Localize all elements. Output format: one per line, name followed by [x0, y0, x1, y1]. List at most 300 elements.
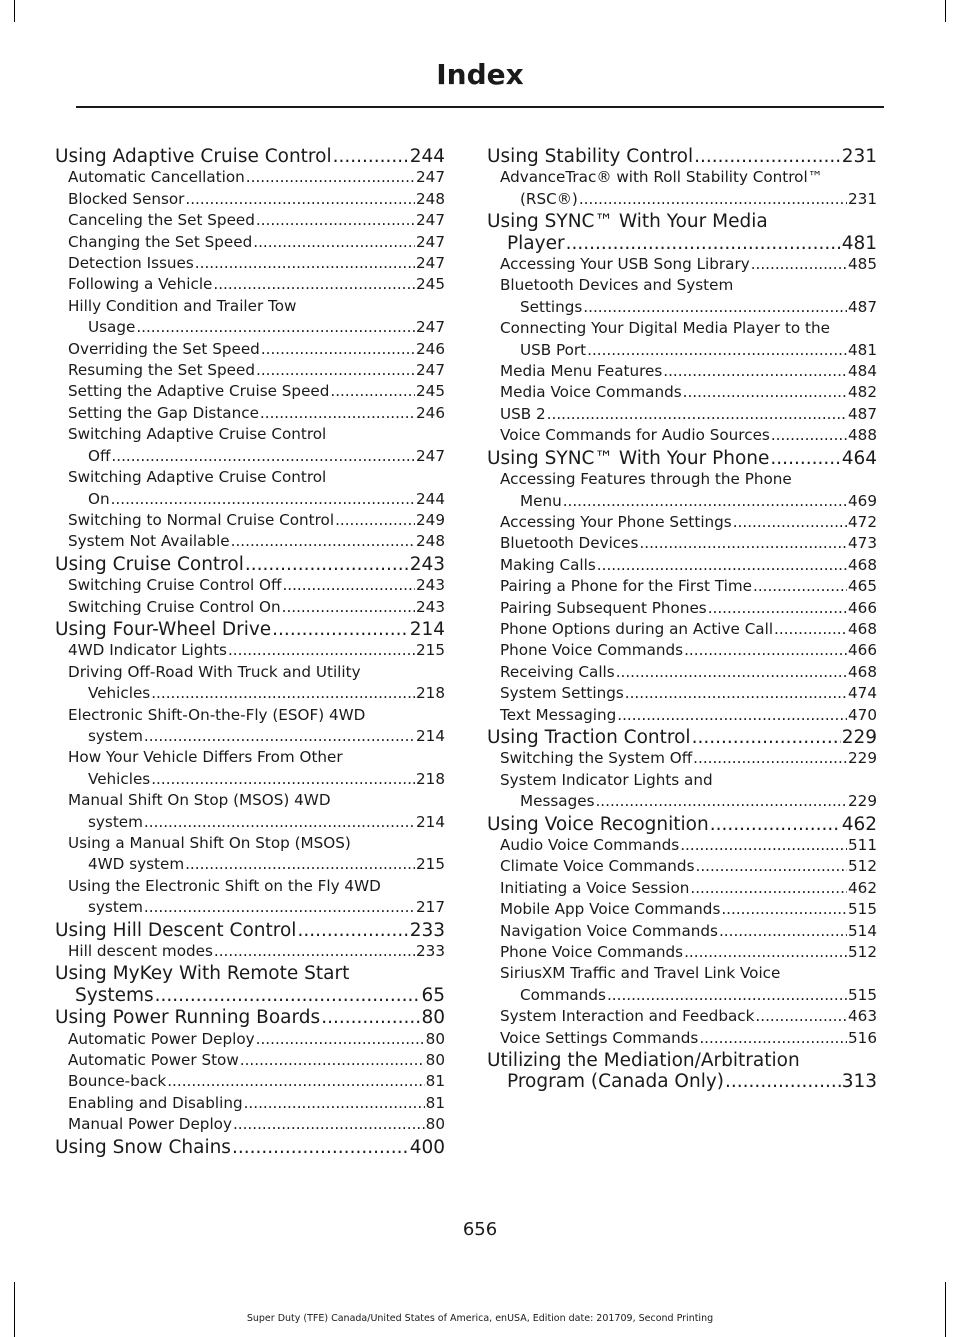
page-reference: 243 — [409, 553, 445, 575]
dot-leader — [282, 575, 415, 596]
entry-text: Setting the Gap Distance — [68, 403, 259, 422]
index-subentry — [487, 1006, 877, 1027]
entry-text: System Not Available — [68, 532, 230, 551]
dot-leader — [144, 897, 415, 918]
page-reference: 243 — [416, 576, 445, 595]
index-subentry — [487, 469, 877, 512]
entry-text: Mobile App Voice Commands — [500, 900, 721, 919]
entry-line — [55, 1137, 445, 1158]
entry-text: How Your Vehicle Differs From Other — [68, 748, 343, 767]
dot-leader — [195, 253, 415, 274]
index-subentry — [55, 424, 445, 467]
entry-line — [68, 1050, 445, 1071]
index-entry — [487, 211, 877, 254]
entry-text: Following a Vehicle — [68, 275, 213, 294]
entry-text: Using the Electronic Shift on the Fly 4WD — [68, 876, 381, 895]
dot-leader — [244, 1093, 425, 1114]
entry-text: Voice Commands for Audio Sources — [500, 426, 770, 445]
index-subentry — [487, 963, 877, 1006]
page-reference: 80 — [425, 1051, 445, 1070]
entry-line — [68, 640, 445, 661]
page-reference: 313 — [841, 1071, 877, 1093]
entry-line — [500, 856, 877, 877]
entry-text: Accessing Features through the Phone — [500, 470, 792, 489]
entry-text: Using SYNC™ With Your Media — [487, 211, 768, 233]
entry-line — [500, 491, 877, 512]
entry-text: Overriding the Set Speed — [68, 339, 260, 358]
page-reference: 245 — [416, 275, 445, 294]
entry-text: Detection Issues — [68, 254, 194, 273]
dot-leader — [683, 382, 847, 403]
entry-text: Hill descent modes — [68, 942, 213, 961]
entry-line — [487, 448, 877, 469]
entry-line — [487, 814, 877, 835]
page-reference: 246 — [416, 403, 445, 422]
entry-line — [500, 576, 877, 597]
entry-text: Messages — [520, 792, 595, 811]
dot-leader — [684, 640, 847, 661]
page-reference: 218 — [416, 684, 445, 703]
index-subentry — [55, 747, 445, 790]
index-column-left — [55, 145, 445, 1158]
index-subentry — [487, 404, 877, 425]
entry-text: Navigation Voice Commands — [500, 921, 718, 940]
index-subentry — [55, 1029, 445, 1050]
page-reference: 462 — [848, 878, 877, 897]
page-reference: 218 — [416, 769, 445, 788]
entry-text: Switching Adaptive Cruise Control — [68, 425, 327, 444]
entry-line — [500, 361, 877, 382]
index-subentry — [55, 705, 445, 748]
entry-line — [68, 1071, 445, 1092]
entry-line — [68, 726, 445, 747]
dot-leader — [680, 835, 847, 856]
entry-line — [487, 727, 877, 748]
dot-leader — [144, 726, 415, 747]
dot-leader — [547, 404, 847, 425]
dot-leader — [699, 1028, 847, 1049]
entry-text: Systems — [75, 984, 154, 1006]
entry-text: Driving Off-Road With Truck and Utility — [68, 662, 361, 681]
dot-leader — [566, 233, 841, 254]
entry-text: Off — [88, 446, 111, 465]
dot-leader — [228, 640, 415, 661]
entry-text: Settings — [520, 297, 583, 316]
entry-text: Resuming the Set Speed — [68, 361, 255, 380]
entry-line — [500, 254, 877, 275]
index-subentry — [55, 360, 445, 381]
entry-line — [500, 640, 877, 661]
index-subentry — [55, 510, 445, 531]
entry-text: Voice Settings Commands — [500, 1028, 699, 1047]
entry-text: Switching the System Off — [500, 749, 693, 768]
dot-leader — [616, 662, 847, 683]
index-subentry — [487, 425, 877, 446]
page-reference: 244 — [416, 489, 445, 508]
entry-text: On — [88, 489, 110, 508]
dot-leader — [595, 791, 847, 812]
entry-text: Using SYNC™ With Your Phone — [487, 447, 770, 469]
entry-line — [68, 1029, 445, 1050]
page-reference: 462 — [841, 813, 877, 835]
page-reference: 244 — [409, 146, 445, 167]
entry-text: SiriusXM Traffic and Travel Link Voice — [500, 964, 781, 983]
page-number: 656 — [462, 1219, 498, 1240]
page-reference: 80 — [425, 1115, 445, 1134]
entry-text: Using Traction Control — [487, 726, 691, 748]
dot-leader — [321, 1007, 420, 1028]
entry-line — [500, 598, 877, 619]
page-reference: 249 — [416, 510, 445, 529]
dot-leader — [297, 920, 408, 941]
index-subentry — [487, 167, 877, 210]
entry-text: Using Power Running Boards — [55, 1007, 321, 1029]
index-subentry — [55, 167, 445, 188]
entry-text: Initiating a Voice Session — [500, 878, 690, 897]
entry-text: Automatic Power Stow — [68, 1051, 239, 1070]
entry-line — [68, 339, 445, 360]
page-reference: 485 — [848, 255, 877, 274]
index-subentry — [487, 835, 877, 856]
dot-leader — [136, 317, 415, 338]
page-reference: 487 — [848, 297, 877, 316]
dot-leader — [272, 619, 409, 640]
entry-text: Manual Power Deploy — [68, 1115, 232, 1134]
index-subentry — [55, 467, 445, 510]
dot-leader — [231, 531, 415, 552]
page-title: Index — [436, 58, 524, 91]
entry-line — [500, 835, 877, 856]
entry-text: Using Snow Chains — [55, 1136, 231, 1158]
index-subentry — [55, 253, 445, 274]
dot-leader — [696, 856, 848, 877]
page-reference: 484 — [848, 362, 877, 381]
index-subentry — [55, 189, 445, 210]
page-reference: 229 — [848, 749, 877, 768]
dot-leader — [111, 489, 415, 510]
entry-text: AdvanceTrac® with Roll Stability Control™ — [500, 168, 823, 187]
entry-text: Bluetooth Devices and System — [500, 276, 734, 295]
entry-line — [500, 425, 877, 446]
index-subentry — [55, 339, 445, 360]
entry-line — [500, 189, 877, 210]
index-subentry — [55, 1071, 445, 1092]
page-reference: 466 — [848, 641, 877, 660]
dot-leader — [587, 340, 847, 361]
index-subentry — [55, 381, 445, 402]
entry-text: USB Port — [520, 340, 587, 359]
entry-line — [68, 167, 445, 188]
index-subentry — [55, 941, 445, 962]
index-subentry — [487, 748, 877, 769]
page-reference: 231 — [841, 146, 877, 167]
dot-leader — [692, 727, 841, 748]
entry-line — [500, 533, 877, 554]
dot-leader — [185, 854, 415, 875]
index-entry — [55, 963, 445, 1006]
page-reference: 468 — [848, 662, 877, 681]
entry-line — [500, 683, 877, 704]
dot-leader — [607, 985, 847, 1006]
page-reference: 473 — [848, 534, 877, 553]
index-subentry — [487, 382, 877, 403]
index-entry — [487, 727, 877, 748]
entry-text: Phone Voice Commands — [500, 943, 684, 962]
dot-leader — [694, 146, 841, 167]
page-reference: 512 — [848, 943, 877, 962]
dot-leader — [719, 921, 847, 942]
entry-text: USB 2 — [500, 404, 546, 423]
entry-line — [68, 446, 445, 467]
dot-leader — [167, 1071, 424, 1092]
index-entry — [55, 146, 445, 167]
entry-text: Player — [507, 232, 565, 254]
dot-leader — [725, 1071, 841, 1092]
page-reference: 481 — [848, 340, 877, 359]
entry-line — [500, 619, 877, 640]
entry-text: Using Cruise Control — [55, 553, 244, 575]
entry-text: Switching Cruise Control Off — [68, 576, 282, 595]
entry-line — [68, 489, 445, 510]
entry-text: Usage — [88, 318, 136, 337]
entry-text: Media Voice Commands — [500, 383, 682, 402]
entry-line — [68, 403, 445, 424]
entry-text: system — [88, 726, 143, 745]
index-entry — [487, 146, 877, 167]
page-reference: 466 — [848, 598, 877, 617]
entry-line — [487, 1071, 877, 1092]
entry-text: Bluetooth Devices — [500, 534, 639, 553]
index-subentry — [487, 662, 877, 683]
page-reference: 247 — [416, 232, 445, 251]
entry-line — [55, 985, 445, 1006]
entry-text: Automatic Power Deploy — [68, 1029, 255, 1048]
entry-line — [68, 769, 445, 790]
entry-text: Using Four-Wheel Drive — [55, 618, 272, 640]
page-reference: 248 — [416, 532, 445, 551]
entry-line — [500, 942, 877, 963]
entry-text: Vehicles — [88, 769, 151, 788]
entry-text: 4WD system — [88, 855, 185, 874]
index-subentry — [487, 598, 877, 619]
index-entry — [55, 920, 445, 941]
entry-line — [55, 920, 445, 941]
page-reference: 470 — [848, 705, 877, 724]
dot-leader — [684, 942, 847, 963]
page-reference: 515 — [848, 985, 877, 1004]
entry-text: Text Messaging — [500, 705, 617, 724]
page-reference: 214 — [409, 618, 445, 640]
entry-line — [68, 381, 445, 402]
dot-leader — [214, 941, 415, 962]
entry-line — [500, 985, 877, 1006]
dot-leader — [770, 448, 840, 469]
page-reference: 233 — [416, 942, 445, 961]
entry-text: Using Stability Control — [487, 146, 694, 167]
dot-leader — [213, 274, 415, 295]
index-subentry — [55, 790, 445, 833]
entry-line — [500, 705, 877, 726]
index-subentry — [55, 1093, 445, 1114]
page-reference: 515 — [848, 900, 877, 919]
entry-line — [68, 1093, 445, 1114]
entry-line — [500, 555, 877, 576]
dot-leader — [256, 1029, 425, 1050]
entry-text: System Settings — [500, 684, 624, 703]
index-column-right — [487, 145, 877, 1093]
page-reference: 80 — [421, 1007, 445, 1029]
entry-text: Automatic Cancellation — [68, 168, 245, 187]
dot-leader — [232, 1137, 409, 1158]
page-reference: 229 — [848, 792, 877, 811]
page-reference: 248 — [416, 189, 445, 208]
page-reference: 465 — [848, 577, 877, 596]
entry-text: Switching Adaptive Cruise Control — [68, 468, 327, 487]
index-subentry — [55, 833, 445, 876]
entry-line — [68, 189, 445, 210]
entry-line — [500, 512, 877, 533]
entry-line — [500, 921, 877, 942]
entry-text: Using Hill Descent Control — [55, 919, 297, 941]
page-reference: 482 — [848, 383, 877, 402]
entry-text: Phone Options during an Active Call — [500, 619, 774, 638]
page-reference: 214 — [416, 812, 445, 831]
index-subentry — [55, 575, 445, 596]
dot-leader — [751, 254, 847, 275]
page-reference: 468 — [848, 619, 877, 638]
index-subentry — [487, 770, 877, 813]
page-reference: 81 — [425, 1093, 445, 1112]
entry-text: Switching Cruise Control On — [68, 597, 281, 616]
entry-line — [500, 340, 877, 361]
page-reference: 514 — [848, 921, 877, 940]
entry-text: Using Adaptive Cruise Control — [55, 146, 332, 167]
dot-leader — [282, 597, 415, 618]
dot-leader — [710, 814, 841, 835]
page-reference: 215 — [416, 855, 445, 874]
page-reference: 247 — [416, 254, 445, 273]
index-subentry — [487, 705, 877, 726]
dot-leader — [144, 812, 415, 833]
entry-line — [68, 1114, 445, 1135]
dot-leader — [733, 512, 847, 533]
index-entry — [487, 814, 877, 835]
entry-text: Audio Voice Commands — [500, 836, 680, 854]
page-reference: 464 — [841, 447, 877, 469]
entry-line — [68, 897, 445, 918]
entry-line — [487, 146, 877, 167]
entry-text: Connecting Your Digital Media Player to the — [500, 319, 830, 338]
entry-text: Enabling and Disabling — [68, 1093, 243, 1112]
page-reference: 233 — [409, 919, 445, 941]
entry-line — [68, 812, 445, 833]
dot-leader — [330, 381, 415, 402]
index-subentry — [55, 876, 445, 919]
entry-text: 4WD Indicator Lights — [68, 641, 227, 660]
dot-leader — [151, 683, 415, 704]
dot-leader — [597, 555, 847, 576]
header-rule — [76, 106, 884, 108]
dot-leader — [563, 491, 847, 512]
entry-text: Commands — [520, 985, 606, 1004]
entry-text: Manual Shift On Stop (MSOS) 4WD — [68, 791, 331, 810]
dot-leader — [333, 146, 409, 167]
entry-line — [500, 1006, 877, 1027]
index-entry — [55, 1137, 445, 1158]
entry-line — [68, 575, 445, 596]
entry-line — [55, 1007, 445, 1028]
index-subentry — [487, 856, 877, 877]
entry-text: Electronic Shift-On-the-Fly (ESOF) 4WD — [68, 705, 366, 724]
page-reference: 81 — [425, 1072, 445, 1091]
dot-leader — [690, 878, 847, 899]
entry-text: Using a Manual Shift On Stop (MSOS) — [68, 834, 351, 852]
entry-line — [68, 683, 445, 704]
entry-text: Media Menu Features — [500, 362, 663, 381]
entry-text: system — [88, 812, 143, 831]
index-subentry — [55, 1050, 445, 1071]
page-reference: 512 — [848, 857, 877, 876]
entry-text: Using MyKey With Remote Start — [55, 963, 350, 985]
entry-text: System Indicator Lights and — [500, 770, 713, 789]
entry-text: Switching to Normal Cruise Control — [68, 510, 335, 529]
page-reference: 247 — [416, 318, 445, 337]
entry-text: Climate Voice Commands — [500, 857, 695, 876]
page-reference: 463 — [848, 1007, 877, 1026]
index-subentry — [487, 921, 877, 942]
page-reference: 469 — [848, 491, 877, 510]
index-subentry — [55, 662, 445, 705]
dot-leader — [260, 403, 415, 424]
entry-line — [68, 253, 445, 274]
dot-leader — [261, 339, 415, 360]
entry-line — [68, 360, 445, 381]
dot-leader — [771, 425, 847, 446]
page-reference: 217 — [416, 898, 445, 917]
page-reference: 481 — [841, 232, 877, 254]
index-subentry — [487, 512, 877, 533]
entry-line — [55, 619, 445, 640]
page-reference: 246 — [416, 339, 445, 358]
page-reference: 247 — [416, 446, 445, 465]
page-reference: 243 — [416, 597, 445, 616]
index-subentry — [55, 403, 445, 424]
dot-leader — [708, 598, 847, 619]
entry-line — [500, 878, 877, 899]
entry-line — [500, 382, 877, 403]
entry-line — [68, 597, 445, 618]
page-reference: 214 — [416, 726, 445, 745]
entry-line — [55, 554, 445, 575]
index-entry — [55, 1007, 445, 1028]
index-subentry — [55, 274, 445, 295]
page-reference: 511 — [848, 836, 877, 854]
entry-text: Blocked Sensor — [68, 189, 185, 208]
dot-leader — [753, 576, 847, 597]
dot-leader — [185, 189, 415, 210]
page-reference: 247 — [416, 211, 445, 230]
entry-text: Canceling the Set Speed — [68, 211, 255, 230]
page-reference: 247 — [416, 168, 445, 187]
entry-text: Accessing Your Phone Settings — [500, 512, 732, 531]
page-reference: 474 — [848, 684, 877, 703]
entry-text: Changing the Set Speed — [68, 232, 253, 251]
entry-line — [68, 510, 445, 531]
dot-leader — [256, 210, 415, 231]
index-subentry — [487, 318, 877, 361]
entry-text: Vehicles — [88, 684, 151, 703]
entry-text: (RSC®) — [520, 189, 578, 208]
